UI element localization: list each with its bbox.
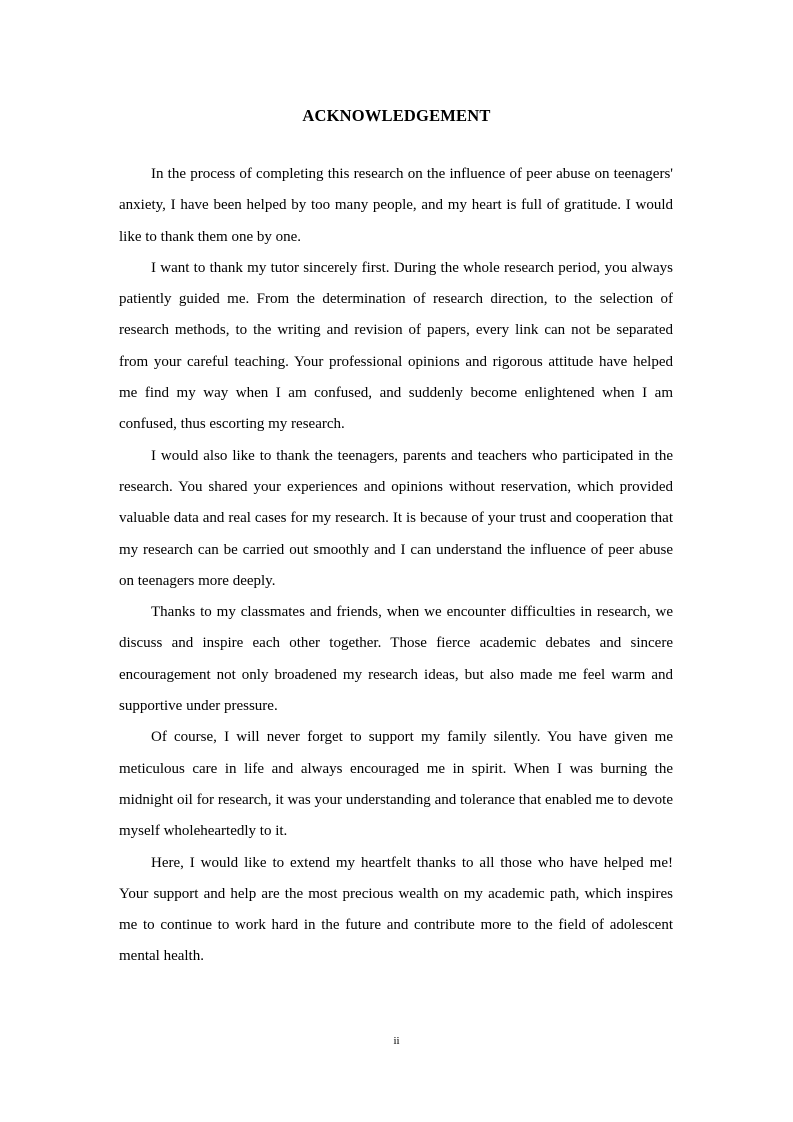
paragraph-2: I want to thank my tutor sincerely first. During the whole research period, you always patiently guided me. From the determination of research direction, to the selection of research methods, to the writing and revision of papers, every link can not be separated from your careful teaching. Your professional opinions and rigorous attitude have helped me find my way when I am confused, and suddenly become enlightened when I am confused, thus escorting my research. [119,259,673,433]
page-number: ii [393,1035,400,1047]
paragraph-1: In the process of completing this research on the influence of peer abuse on teenagers' anxiety, I have been helped by too many people, and my heart is full of gratitude. I would like to thank them one by one. [119,166,673,245]
acknowledgement-body [119,159,673,973]
paragraph-4: Thanks to my classmates and friends, when we encounter difficulties in research, we discuss and inspire each other together. Those fierce academic debates and sincere encouragement not only broadened my research ideas, but also made me feel warm and supportive under pressure. [119,604,673,715]
paragraph-3: I would also like to thank the teenagers, parents and teachers who participated in the research. You shared your experiences and opinions without reservation, which provided valuable data and real cases for my research. It is because of your trust and cooperation that my research can be carried out smoothly and I can understand the influence of peer abuse on teenagers more deeply. [119,447,673,589]
paragraph-6: Here, I would like to extend my heartfelt thanks to all those who have helped me! Your support and help are the most precious wealth on my academic path, which inspires me to continue to work hard in the future and contribute more to the field of adolescent mental health. [119,854,673,965]
page-title: ACKNOWLEDGEMENT [302,106,491,125]
paragraph-5: Of course, I will never forget to support my family silently. You have given me meticulous care in life and always encouraged me in spirit. When I was burning the midnight oil for research, it was your understanding and tolerance that enabled me to devote myself wholeheartedly to it. [119,729,673,840]
